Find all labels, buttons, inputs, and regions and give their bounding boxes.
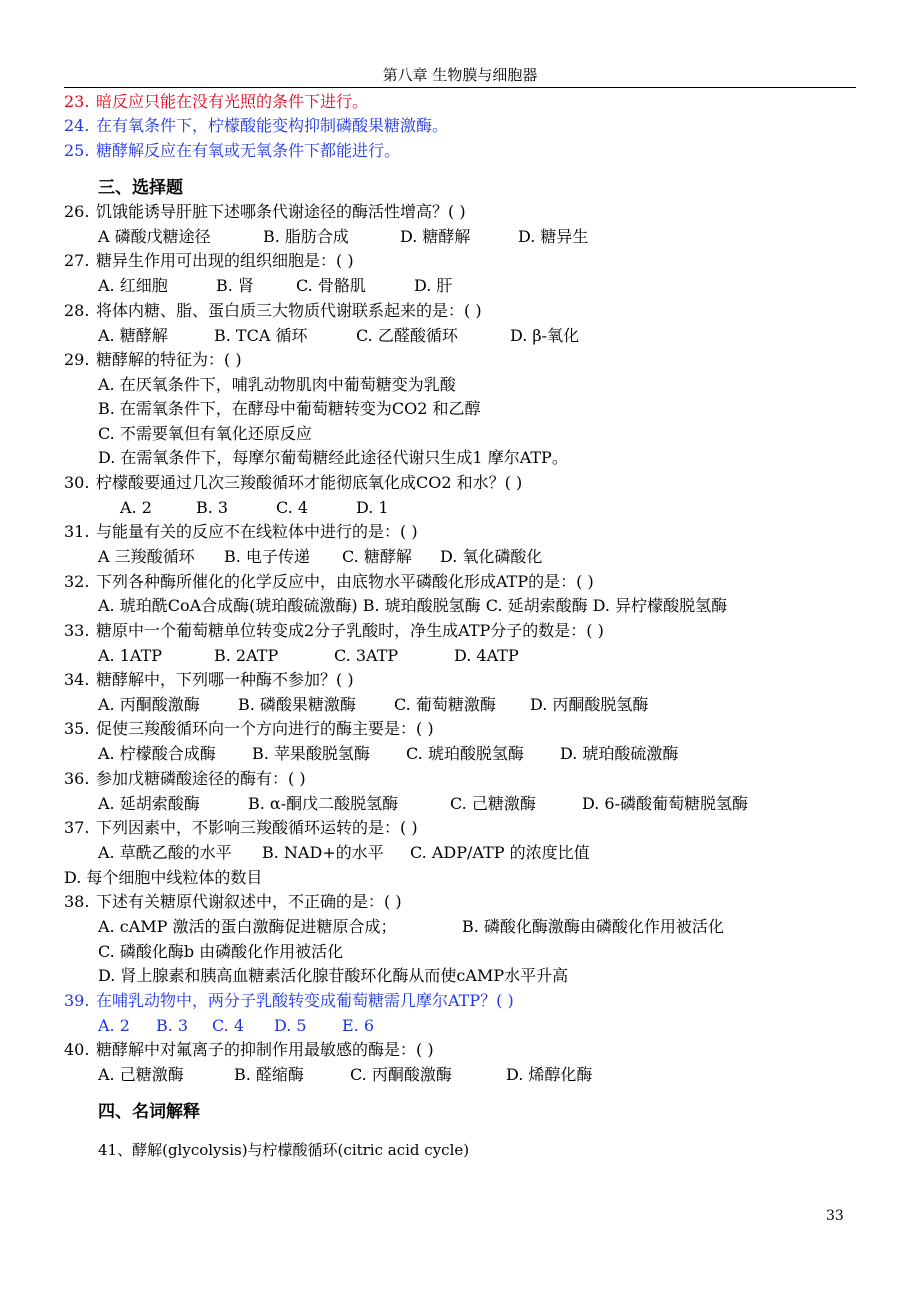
question-text: 糖酵解中对氟离子的抑制作用最敏感的酶是：( ) (96, 1040, 434, 1059)
answer-option: E. 6 (342, 1016, 375, 1035)
answer-option: A. 糖酵解 (98, 326, 168, 345)
answer-option: A 磷酸戊糖途径 (98, 227, 211, 246)
answer-option: C. 4 (212, 1016, 245, 1035)
answer-option: C. 骨骼肌 (296, 276, 366, 295)
answer-option: B. 肾 (216, 276, 254, 295)
answer-option: D. β-氧化 (510, 326, 580, 345)
answer-option: D. 5 (274, 1016, 307, 1035)
answer-option: C. 乙醛酸循环 (356, 326, 458, 345)
question-number: 33. (64, 621, 90, 640)
answer-option: A. 1ATP (98, 646, 163, 665)
answer-option: A. 柠檬酸合成酶 (98, 744, 216, 763)
question-text: 糖原中一个葡萄糖单位转变成2分子乳酸时，净生成ATP分子的数是：( ) (96, 621, 604, 640)
answer-option: D. 6-磷酸葡萄糖脱氢酶 (582, 794, 749, 813)
question-number: 25. (64, 141, 90, 160)
question-number: 36. (64, 769, 90, 788)
question-text: 暗反应只能在没有光照的条件下进行。 (96, 92, 369, 111)
answer-option: B. NAD+的水平 (262, 843, 384, 862)
answer-option: C. 丙酮酸激酶 (350, 1065, 452, 1084)
answer-option: B. α-酮戊二酸脱氢酶 (248, 794, 399, 813)
question-number: 23. (64, 92, 90, 111)
question-number: 29. (64, 350, 90, 369)
answer-option: B. 磷酸果糖激酶 (238, 695, 356, 714)
question-number: 30. (64, 473, 90, 492)
answer-option: B. 电子传递 (224, 547, 310, 566)
question-number: 35. (64, 719, 90, 738)
answer-option: B. 苹果酸脱氢酶 (252, 744, 370, 763)
answer-option: A. 草酰乙酸的水平 (98, 843, 232, 862)
answer-option: A. 2 (98, 1016, 130, 1035)
section-heading: 三、选择题 (98, 178, 183, 198)
question-number: 37. (64, 818, 90, 837)
answer-option: B. 2ATP (214, 646, 279, 665)
question-text: 参加戊糖磷酸途径的酶有：( ) (96, 769, 306, 788)
answer-option: D. 在需氧条件下，每摩尔葡萄糖经此途径代谢只生成1 摩尔ATP。 (98, 448, 568, 467)
question-number: 32. (64, 572, 90, 591)
answer-option: D. 糖异生 (518, 227, 589, 246)
question-number: 31. (64, 522, 90, 541)
answer-option: B. 醛缩酶 (234, 1065, 304, 1084)
answer-option: A. 红细胞 (98, 276, 168, 295)
answer-option: D. 每个细胞中线粒体的数目 (64, 868, 263, 887)
answer-option: A 三羧酸循环 (98, 547, 195, 566)
answer-option: D. 烯醇化酶 (506, 1065, 593, 1084)
question-number: 26. (64, 202, 90, 221)
answer-option: C. 己糖激酶 (450, 794, 536, 813)
question-number: 40. (64, 1040, 90, 1059)
question-text: 糖酵解中，下列哪一种酶不参加？( ) (96, 670, 354, 689)
question-number: 39. (64, 991, 90, 1010)
question-text: 下述有关糖原代谢叙述中，不正确的是：( ) (96, 892, 402, 911)
question-text: 将体内糖、脂、蛋白质三大物质代谢联系起来的是：( ) (96, 301, 482, 320)
answer-option: C. ADP/ATP 的浓度比值 (410, 843, 590, 862)
answer-option: C. 琥珀酸脱氢酶 (406, 744, 524, 763)
answer-option: C. 磷酸化酶b 由磷酸化作用被活化 (98, 942, 344, 961)
question-number: 34. (64, 670, 90, 689)
answer-option: B. 磷酸化酶激酶由磷酸化作用被活化 (462, 917, 724, 936)
answer-option: C. 4 (276, 498, 309, 517)
question-number: 27. (64, 251, 90, 270)
question-text: 下列因素中，不影响三羧酸循环运转的是：( ) (96, 818, 418, 837)
answer-option: B. 3 (196, 498, 229, 517)
answer-option: B. 在需氧条件下，在酵母中葡萄糖转变为CO2 和乙醇 (98, 399, 481, 418)
answer-option: D. 丙酮酸脱氢酶 (530, 695, 649, 714)
answer-option: A. 琥珀酰CoA合成酶(琥珀酸硫激酶) B. 琥珀酸脱氢酶 C. 延胡索酸酶 D. 异柠檬酸脱氢酶 (98, 596, 728, 615)
question-text: 糖酵解的特征为：( ) (96, 350, 242, 369)
answer-option: A. 丙酮酸激酶 (98, 695, 200, 714)
answer-option: A. 在厌氧条件下，哺乳动物肌肉中葡萄糖变为乳酸 (98, 375, 456, 394)
answer-option: A. cAMP 激活的蛋白激酶促进糖原合成； (98, 917, 397, 936)
question-number: 24. (64, 116, 90, 135)
answer-option: B. TCA 循环 (214, 326, 308, 345)
answer-option: C. 糖酵解 (342, 547, 412, 566)
question-text: 在有氧条件下，柠檬酸能变构抑制磷酸果糖激酶。 (96, 116, 449, 135)
question-text: 促使三羧酸循环向一个方向进行的酶主要是：( ) (96, 719, 434, 738)
answer-option: D. 氧化磷酸化 (440, 547, 543, 566)
page-number: 33 (826, 1208, 844, 1224)
answer-option: D. 4ATP (454, 646, 519, 665)
question-text: 柠檬酸要通过几次三羧酸循环才能彻底氧化成CO2 和水？( ) (96, 473, 523, 492)
answer-option: A. 己糖激酶 (98, 1065, 184, 1084)
question-number: 38. (64, 892, 90, 911)
answer-option: B. 脂肪合成 (263, 227, 349, 246)
answer-option: C. 3ATP (334, 646, 399, 665)
answer-option: D. 糖酵解 (400, 227, 471, 246)
answer-option: C. 不需要氧但有氧化还原反应 (98, 424, 312, 443)
question-text: 饥饿能诱导肝脏下述哪条代谢途径的酶活性增高？( ) (96, 202, 466, 221)
question-text: 下列各种酶所催化的化学反应中，由底物水平磷酸化形成ATP的是：( ) (96, 572, 594, 591)
answer-option: B. 3 (156, 1016, 189, 1035)
question-text: 与能量有关的反应不在线粒体中进行的是：( ) (96, 522, 418, 541)
answer-option: D. 肾上腺素和胰高血糖素活化腺苷酸环化酶从而使cAMP水平升高 (98, 966, 569, 985)
answer-option: D. 琥珀酸硫激酶 (560, 744, 679, 763)
page-header: 第八章 生物膜与细胞器 (382, 66, 538, 84)
answer-option: A. 2 (120, 498, 152, 517)
question-text: 糖异生作用可出现的组织细胞是：( ) (96, 251, 354, 270)
answer-option: A. 延胡索酸酶 (98, 794, 200, 813)
section-heading: 四、名词解释 (98, 1102, 200, 1122)
answer-option: D. 1 (356, 498, 389, 517)
answer-option: D. 肝 (414, 276, 453, 295)
term-item: 41、酵解(glycolysis)与柠檬酸循环(citric acid cycle) (98, 1141, 470, 1159)
question-text: 糖酵解反应在有氧或无氧条件下都能进行。 (96, 141, 401, 160)
question-text: 在哺乳动物中，两分子乳酸转变成葡萄糖需几摩尔ATP？( ) (96, 991, 514, 1010)
question-number: 28. (64, 301, 90, 320)
answer-option: C. 葡萄糖激酶 (394, 695, 496, 714)
header-rule (64, 87, 856, 88)
